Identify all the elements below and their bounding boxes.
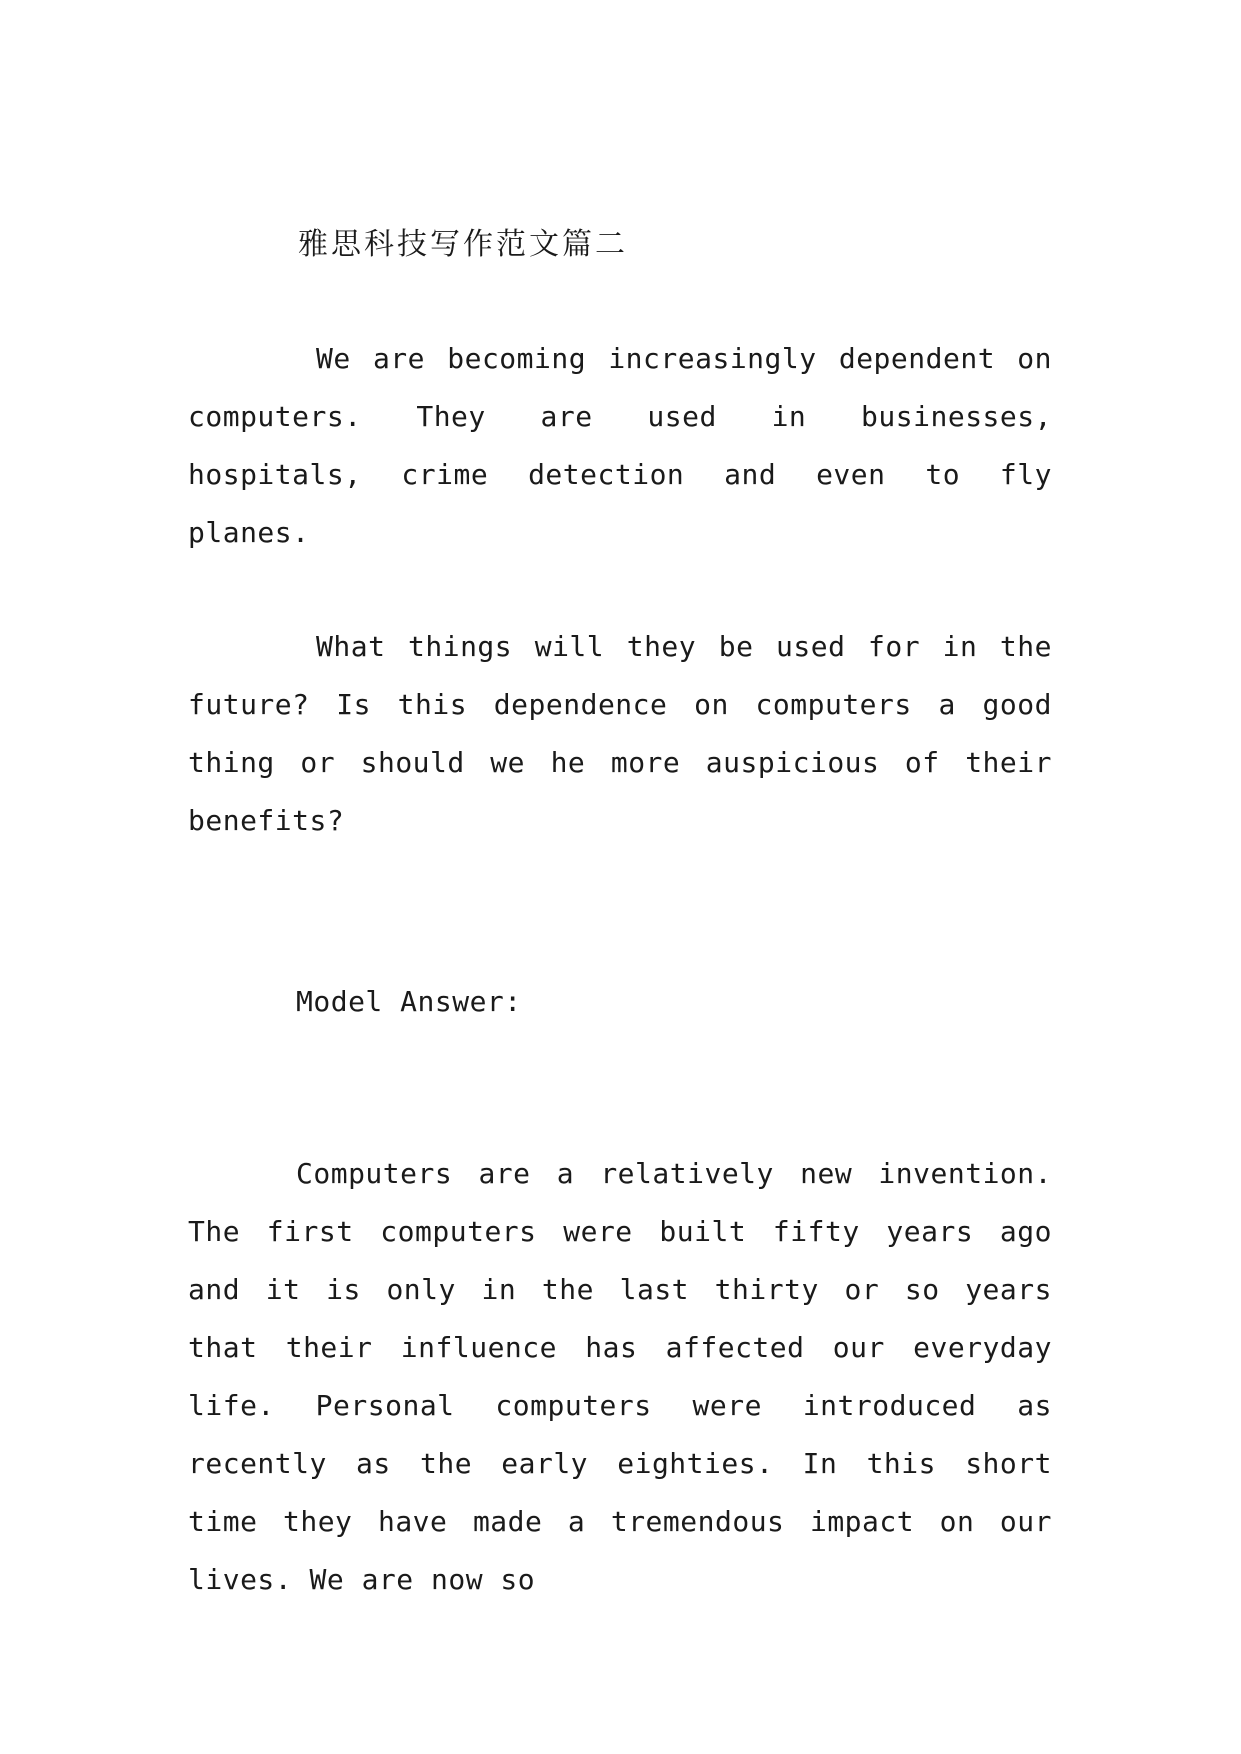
document-title: 雅思科技写作范文篇二 (298, 227, 628, 262)
answer-paragraph: Computers are a relatively new invention. The first computers were built fifty years ago and it is only in the last thirty or so years that their influence has affected our everyday life. Personal computers were introduced as recently as the early eighties. In this short time they have made a tremendous impact on our lives. We are now so (188, 1157, 1052, 1596)
question-body-paragraph: What things will they be used for in the future? Is this dependence on computers a good thing or should we he more auspicious of their benefits? (188, 630, 1052, 837)
question-intro-paragraph: We are becoming increasingly dependent on computers. They are used in businesses, hospitals, crime detection and even to fly planes. (188, 342, 1052, 549)
model-answer-label: Model Answer: (296, 985, 522, 1018)
